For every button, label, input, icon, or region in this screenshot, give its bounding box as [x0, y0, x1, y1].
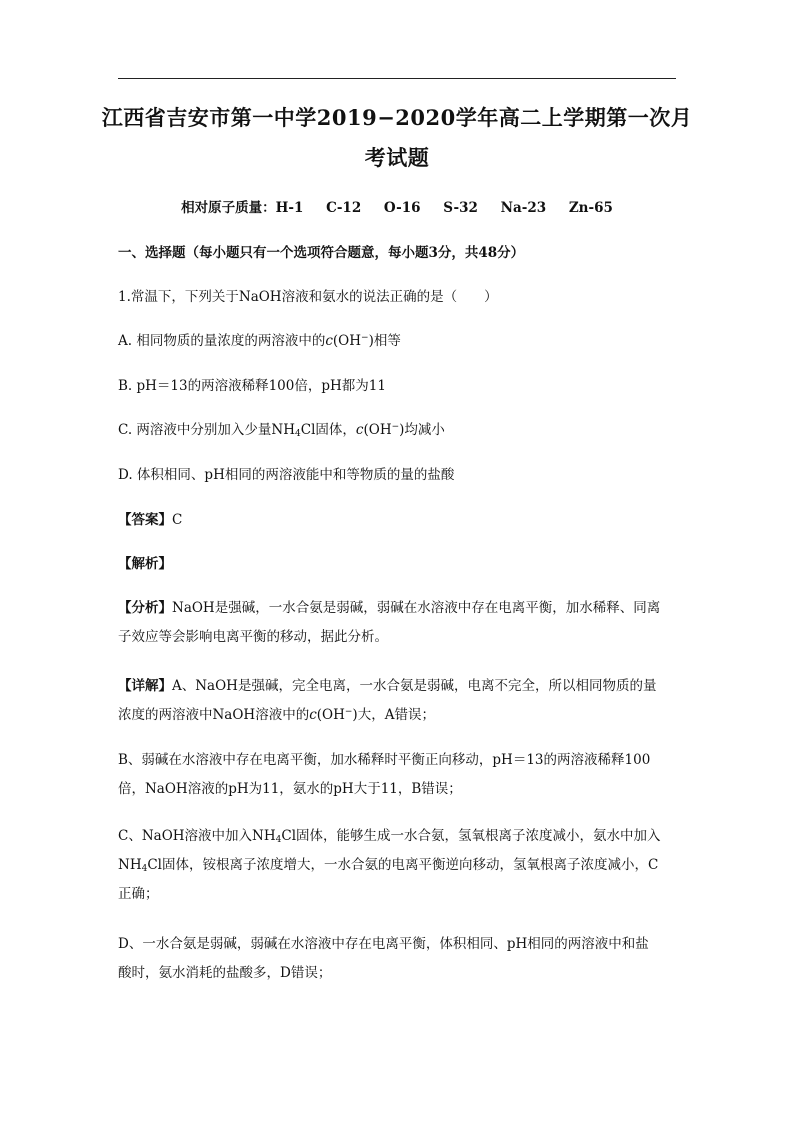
detail-text-1: A、NaOH是强碱，完全电离，一水合氨是弱碱，电离不完全，所以相同物质的量	[172, 678, 657, 694]
subscript: 4	[295, 429, 301, 439]
atomic-mass-na: Na-23	[500, 200, 547, 216]
title-line-2: 考试题	[364, 145, 430, 170]
question-stem: 1.常温下，下列关于NaOH溶液和氨水的说法正确的是（ ）	[118, 289, 498, 305]
page-title	[100, 98, 694, 178]
answer-line	[118, 506, 678, 535]
ion-charge: −	[361, 333, 369, 343]
c-line-3: 正确；	[118, 886, 159, 902]
analysis-label: 【解析】	[118, 556, 172, 572]
detail-text-2-tail: )大，A错误；	[352, 707, 435, 723]
detail-label: 【详解】	[118, 678, 172, 694]
detail-paragraph	[118, 672, 678, 730]
title-line-1: 江西省吉安市第一中学2019−2020学年高二上学期第一次月	[101, 105, 693, 130]
header-rule	[118, 78, 676, 79]
atomic-mass-o: O-16	[383, 200, 421, 216]
b-paragraph	[118, 746, 678, 804]
atomic-mass-c: C-12	[326, 200, 362, 216]
subscript: 4	[141, 864, 148, 874]
detail-text-2: 浓度的两溶液中NaOH溶液中的	[118, 707, 310, 723]
option-c-tail: )均减小	[399, 422, 445, 438]
ion-charge: −	[344, 707, 353, 717]
option-a-text: A. 相同物质的量浓度的两溶液中的	[118, 333, 326, 349]
d-paragraph	[118, 930, 678, 988]
fenxi-line-1	[118, 594, 678, 623]
c-paragraph	[118, 822, 678, 909]
hydroxide-ion: (OH	[363, 422, 392, 438]
c-line-1	[118, 822, 678, 851]
option-a-tail: )相等	[368, 333, 401, 349]
c-text-2: NH	[118, 857, 142, 873]
detail-line-1	[118, 672, 678, 701]
option-c	[118, 416, 678, 445]
fenxi-line-2: 子效应等会影响电离平衡的移动，据此分析。	[118, 629, 388, 645]
atomic-mass-zn: Zn-65	[568, 200, 613, 216]
option-c-mid: Cl固体，	[300, 422, 356, 438]
fenxi-paragraph	[118, 594, 678, 652]
atomic-mass-s: S-32	[443, 200, 478, 216]
c-text-1-tail: Cl固体，能够生成一水合氨，氢氧根离子浓度减小，氨水中加入	[281, 828, 661, 844]
section-heading: 一、选择题（每小题只有一个选项符合题意，每小题3分，共48分）	[118, 245, 525, 261]
option-d: D. 体积相同、pH相同的两溶液能中和等物质的量的盐酸	[118, 467, 455, 483]
detail-line-2	[118, 701, 678, 730]
b-line-2: 倍，NaOH溶液的pH为11，氨水的pH大于11，B错误；	[118, 781, 462, 797]
atomic-mass-line	[118, 198, 676, 218]
concentration-symbol: c	[325, 333, 333, 349]
option-a	[118, 327, 678, 356]
fenxi-text-1: NaOH是强碱，一水合氨是弱碱，弱碱在水溶液中存在电离平衡，加水稀释、同离	[172, 600, 661, 616]
answer-label: 【答案】	[118, 512, 172, 528]
c-line-2	[118, 851, 678, 880]
d-line-1: D、一水合氨是弱碱，弱碱在水溶液中存在电离平衡，体积相同、pH相同的两溶液中和盐	[118, 936, 649, 952]
d-line-2: 酸时，氨水消耗的盐酸多，D错误；	[118, 965, 332, 981]
concentration-symbol: c	[355, 422, 364, 438]
c-text-2-tail: Cl固体，铵根离子浓度增大，一水合氨的电离平衡逆向移动，氢氧根离子浓度减小，C	[147, 857, 659, 873]
answer-value: C	[172, 512, 183, 528]
ion-charge: −	[391, 422, 400, 432]
atomic-mass-h: H-1	[275, 200, 304, 216]
fenxi-label: 【分析】	[118, 600, 172, 616]
option-c-text: C. 两溶液中分别加入少量NH	[118, 422, 296, 438]
c-text-1: C、NaOH溶液中加入NH	[118, 828, 276, 844]
subscript: 4	[275, 835, 282, 845]
concentration-symbol: c	[309, 707, 317, 723]
hydroxide-ion: (OH	[316, 707, 345, 723]
b-line-1: B、弱碱在水溶液中存在电离平衡，加水稀释时平衡正向移动，pH＝13的两溶液稀释100	[118, 752, 651, 768]
option-b: B. pH＝13的两溶液稀释100倍，pH都为11	[118, 378, 386, 394]
hydroxide-ion: (OH	[332, 333, 362, 349]
atomic-mass-label: 相对原子质量：	[181, 200, 276, 216]
